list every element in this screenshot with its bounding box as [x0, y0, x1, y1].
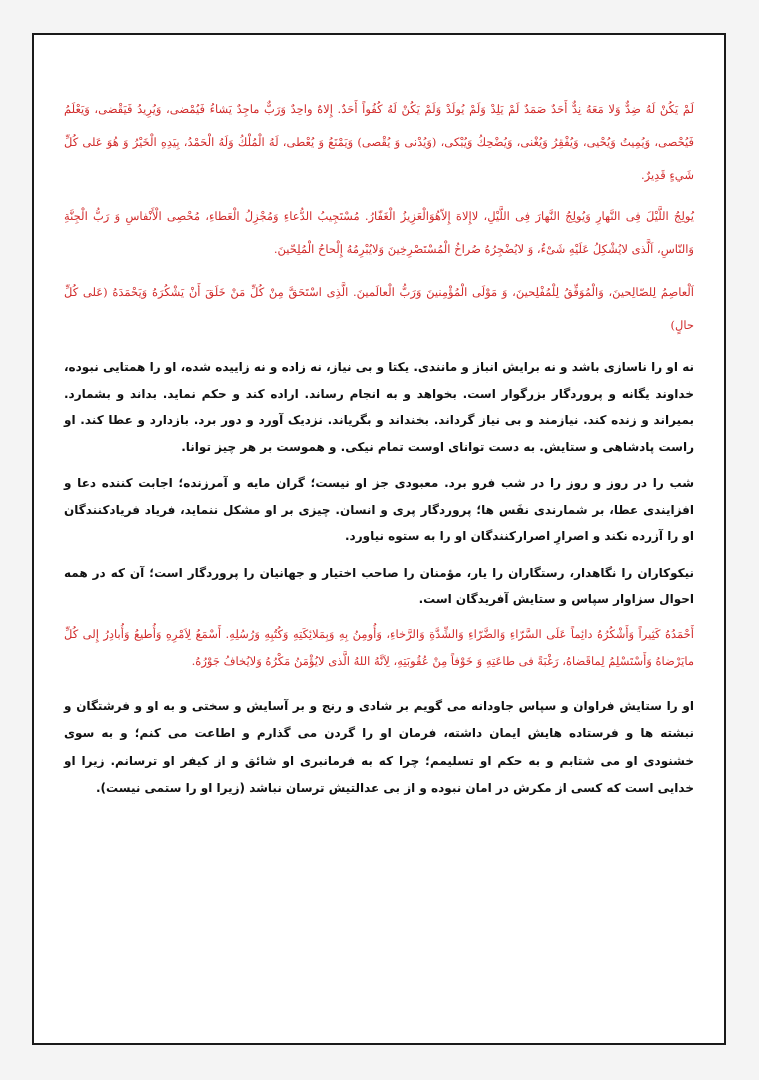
persian-paragraph-2: شب را در روز و روز را در شب فرو برد. معبودی جز او نیست؛ گران مایه و آمرزنده؛ اجابت کننده دعا و افزایندی عطا، بر شمارندی نفَس ها؛ پروردگار پری و انسان. چیزی بر او مشکل ننماید، فریاد فریادکنندگان او را آزرده نکند و اصرارِ اصرارکنندگان او را به ستوه نیاورد.: [64, 476, 694, 543]
persian-paragraph-4: او را ستایش فراوان و سپاس جاودانه می گویم بر شادی و رنج و بر آسایش و سختی و به او و فرشتگان و نبشته ها و فرستاده هایش ایمان داشته، فرمان او را گردن می گذارم و اطاعت می کنم؛ و به سوی خشنودی او می شتابم و به حکم او تسلیمم؛ چرا که به فرمانبری او شائق و از کیفر او ترسانم. زیرا او خدایی است که کسی از مکرش در امان نبوده و از بی عدالتیش ترسان نباشد (زیرا او را ستمی نیست).: [64, 698, 694, 795]
persian-paragraph-1: نه او را ناسازی باشد و نه برایش انباز و مانندی. یکتا و بی نیاز، نه زاده و نه زاییده شده، او را همتایی نبوده، خداوند یگانه و پروردگار بزرگوار است. بخواهد و به انجام رساند. اراده کند و حکم نماید. بداند و بشمارد. بمیراند و زنده کند. نیازمند و بی نیاز گرداند. بخنداند و بگریاند. نزدیک آورد و دور برد. بازدارد و عطا کند. او راست پادشاهی و ستایش. به دست توانای اوست تمام نیکی. و هموست بر هر چیز توانا.: [64, 360, 694, 454]
arabic-paragraph-1: لَمْ يَكُنْ لَهُ ضِدٌّ وَلا مَعَهُ نِدٌّ أَحَدٌ صَمَدٌ لَمْ يَلِدْ وَلَمْ يُولَدْ وَلَمْ يَكُنْ لَهُ كُفُواً أَحَدٌ. إِلاهٌ واحِدٌ وَرَبٌّ ماجِدٌ يَشاءُ فَيُمْضى، وَيُرِيدُ فَيَقْضى، وَيَعْلَمُ فَيُحْصى، وَيُمِيتُ وَيُحْيى، وَيُفْقِرُ وَيُغْنى، وَيُضْحِكُ وَيُبْكى، (وَيُدْنى وَ يُقْصى) وَيَمْنَعُ وَ يُعْطى، لَهُ الْمُلْكُ وَلَهُ الْحَمْدُ، بِيَدِهِ الْخَيْرُ وَ هُوَ عَلى كُلِّ شَيءٍ قَدِيرٌ.: [64, 102, 694, 182]
persian-paragraph-3: نیکوکاران را نگاهدار، رستگاران را یار، مؤمنان را صاحب اختیار و جهانیان را پروردگار است؛ آن که در همه احوال سزاوار سپاس و ستایش آفریدگان است.: [64, 565, 694, 606]
document-body: [64, 93, 694, 803]
document-page: [32, 33, 726, 1045]
arabic-paragraph-3: اَلْعاصِمُ لِلصّالِحينَ، وَالْمُوَفِّقُ لِلْمُفْلِحينَ، وَ مَوْلَى الْمُؤْمِنينَ وَرَبُّ الْعالَمينَ. الَّذِى اسْتَحَقَّ مِنْ كُلِّ مَنْ خَلَقَ أَنْ يَشْكُرَهُ وَيَحْمَدَهُ (عَلى كُلِّ حالٍ): [64, 285, 694, 332]
arabic-paragraph-4: أَحْمَدُهُ كَثِيراً وَأَشْكُرُهُ دائِماً عَلَى السَّرّاءِ وَالضَّرّاءِ وَالشِّدَّةِ وَالرَّخاءِ، وَأُومِنُ بِهِ وَبِمَلائِكَتِهِ وَكُتُبِهِ وَرُسُلِهِ. أَسْمَعُ لِاَمْرِهِ وَأُطيعُ وَأُبادِرُ إِلى كُلِّ مايَرْضاهُ وَأَسْتَسْلِمُ لِماقَضاهُ، رَغْبَةً فى طاعَتِهِ وَ خَوْفاً مِنْ عُقُوبَتِهِ، لِاَنَّهُ اللهُ الَّذى لايُؤْمَنُ مَكْرُهُ وَلايُخافُ جَوْرُهُ.: [64, 626, 694, 668]
arabic-paragraph-2: يُولِجُ اللَّيْلَ فِى النَّهارِ وَيُولِجُ النَّهارَ فِى اللَّيْلِ، لاإِلاهَ إِلاّهُوَالْعَزِيزُ الْغَفّارُ. مُسْتَجِيبُ الدُّعاءِ وَمُجْزِلُ الْعَطاءِ، مُحْصِى الْأَنْفاسِ وَ رَبُّ الْجِنَّةِ وَالنّاسِ، اَلَّذى لايُشْكِلُ عَلَيْهِ شَىْءٌ، وَ لايُضْجِرُهُ صُراخُ الْمُسْتَصْرِخِينَ وَلايُبْرِمُهُ إِلْحاحُ الْمُلِحّينَ.: [64, 209, 694, 256]
